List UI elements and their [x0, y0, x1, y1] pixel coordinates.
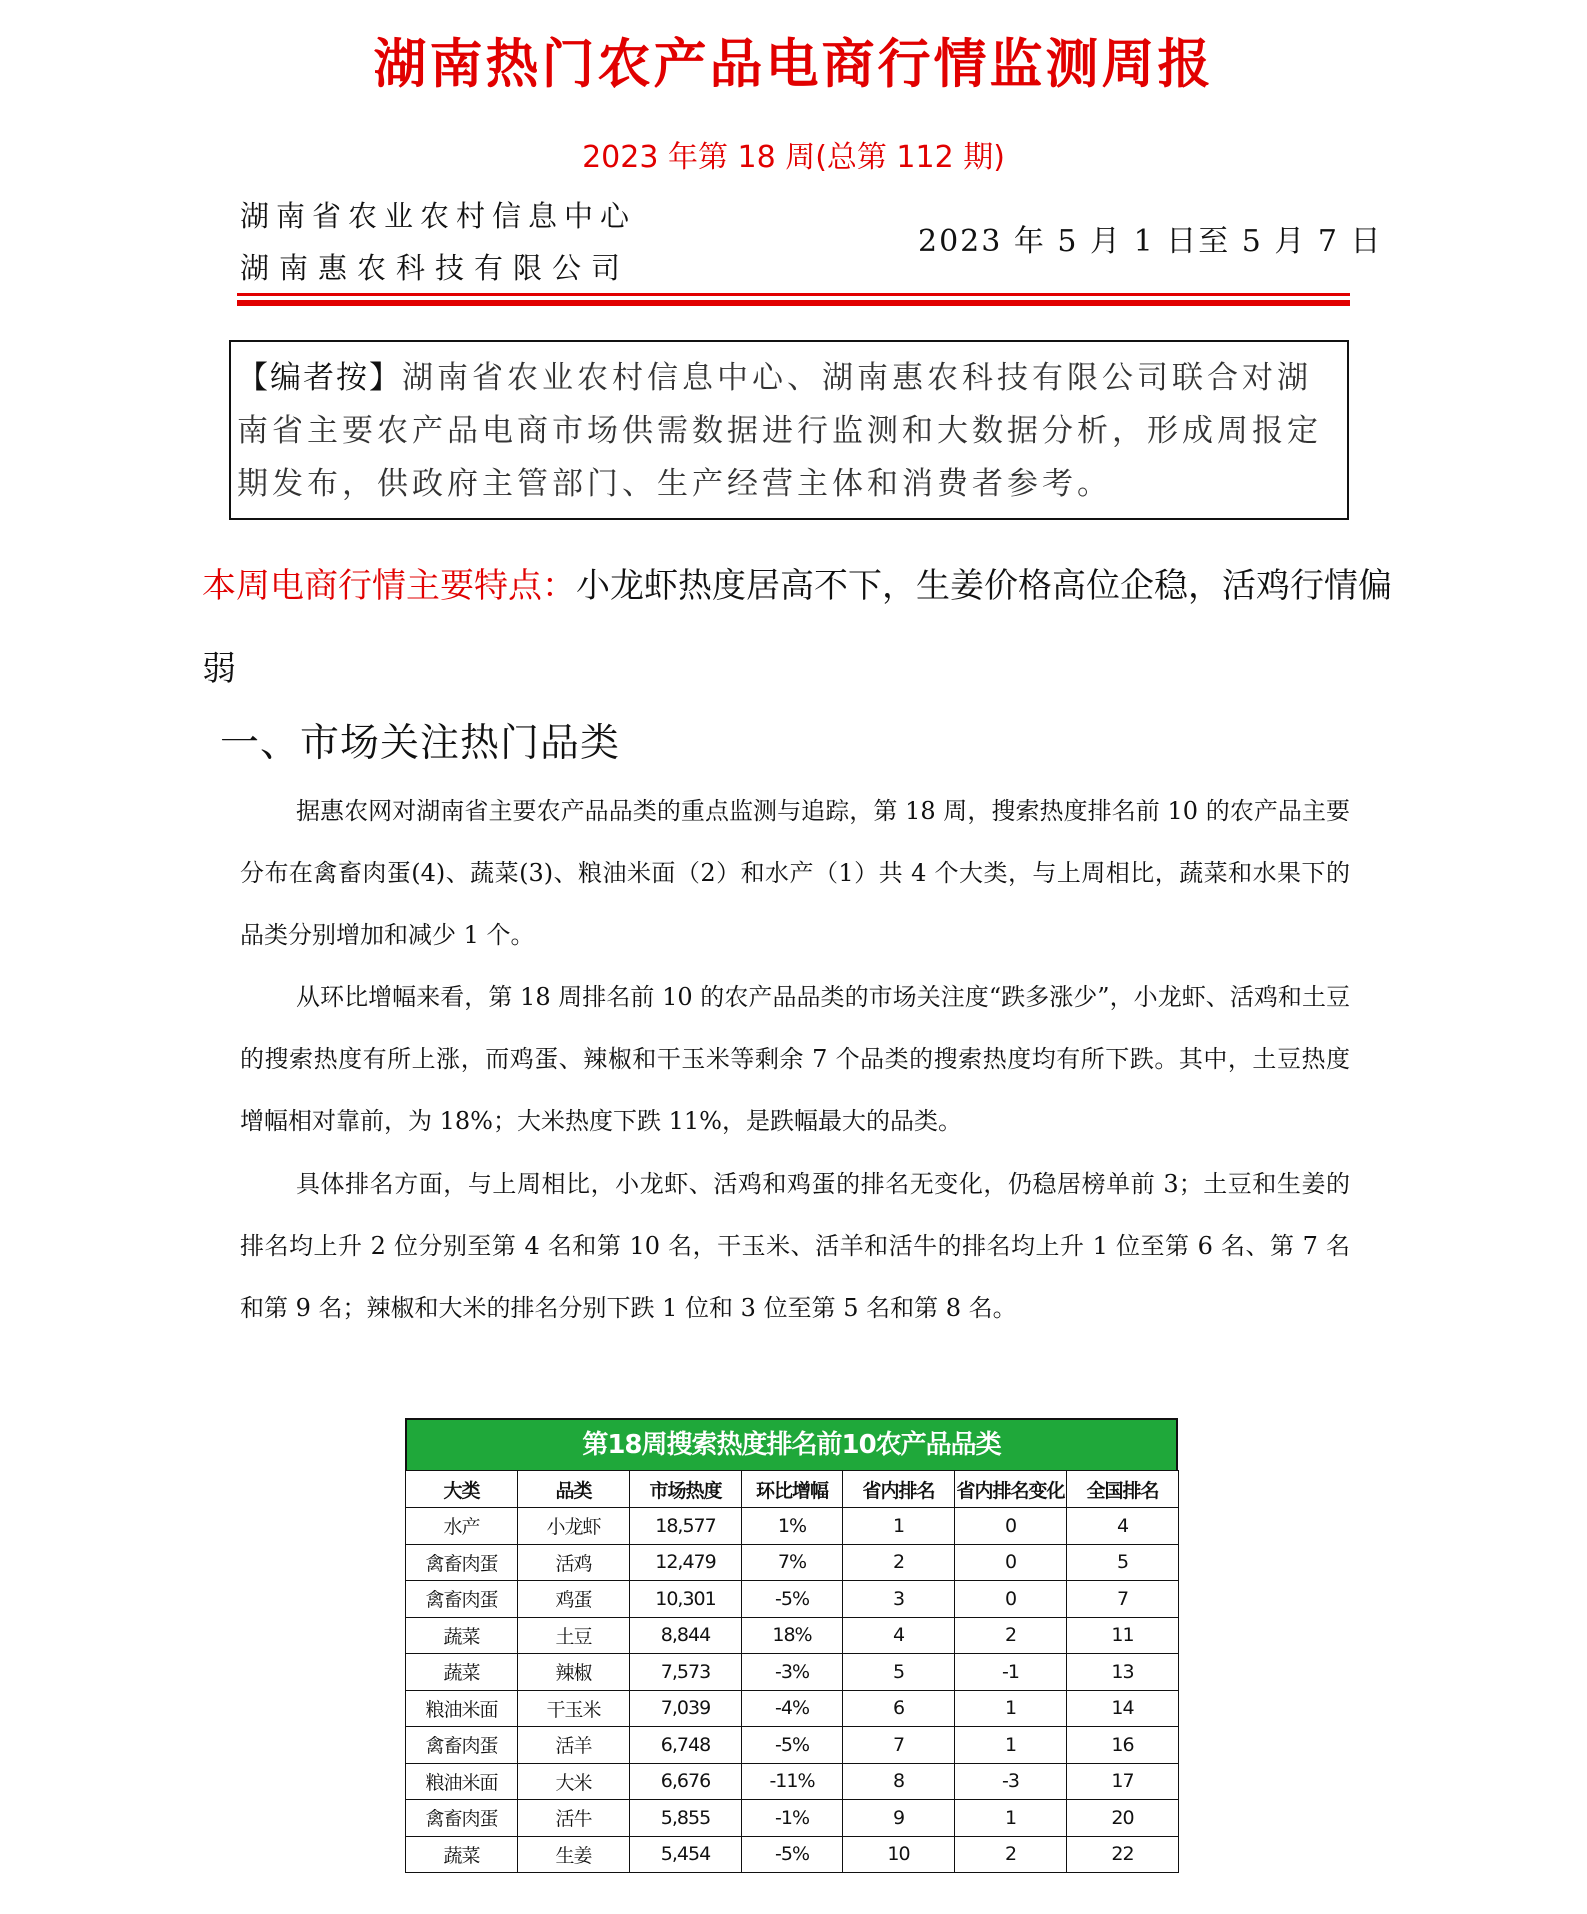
cell-product: 鸡蛋 [518, 1581, 630, 1618]
col-header-national-rank: 全国排名 [1067, 1471, 1179, 1508]
issue-number: 2023 年第 18 周(总第 112 期) [582, 140, 1005, 175]
ranking-table [405, 1418, 1178, 1873]
editor-note-label: 【编者按】 [237, 360, 402, 396]
cell-rank-change: 2 [955, 1617, 1067, 1654]
table-title: 第18周搜索热度排名前10农产品品类 [405, 1418, 1178, 1470]
paragraph-ranking: 具体排名方面，与上周相比，小龙虾、活鸡和鸡蛋的排名无变化，仍稳居榜单前 3；土豆和生姜的排名均上升 2 位分别至第 4 名和第 10 名，干玉米、活羊和活牛的排名均上升 1 位至第 6 名、第 7 名和第 9 名；辣椒和大米的排名分别下跌 1 位和 3 位至第 5 名和第 8 名。 [240, 1170, 1350, 1322]
cell-province-rank: 4 [843, 1617, 955, 1654]
paragraph-categories: 据惠农网对湖南省主要农产品品类的重点监测与追踪，第 18 周，搜索热度排名前 10 的农产品主要分布在禽畜肉蛋(4)、蔬菜(3)、粮油米面（2）和水产（1）共 4 个大类，与上周相比，蔬菜和水果下的品类分别增加和减少 1 个。 [240, 797, 1350, 949]
table-row [406, 1654, 1179, 1691]
table-row [406, 1581, 1179, 1618]
cell-change: -5% [742, 1727, 843, 1764]
cell-category: 禽畜肉蛋 [406, 1544, 518, 1581]
cell-product: 小龙虾 [518, 1508, 630, 1545]
cell-national-rank: 5 [1067, 1544, 1179, 1581]
date-range: 2023 年 5 月 1 日至 5 月 7 日 [918, 224, 1383, 259]
cell-heat: 6,676 [630, 1763, 742, 1800]
features-text: 小龙虾热度居高不下，生姜价格高位企稳，活鸡行情偏弱 [202, 566, 1392, 689]
cell-rank-change: -1 [955, 1654, 1067, 1691]
editor-note-text: 湖南省农业农村信息中心、湖南惠农科技有限公司联合对湖南省主要农产品电商市场供需数据进行监测和大数据分析，形成周报定期发布，供政府主管部门、生产经营主体和消费者参考。 [237, 360, 1322, 502]
col-header-category: 大类 [406, 1471, 518, 1508]
cell-change: 1% [742, 1508, 843, 1545]
cell-change: -3% [742, 1654, 843, 1691]
cell-product: 生姜 [518, 1836, 630, 1873]
cell-rank-change: 0 [955, 1508, 1067, 1545]
table-row [406, 1727, 1179, 1764]
editor-note-box [229, 340, 1349, 520]
publisher-org-2: 湖南惠农科技有限公司 [240, 251, 631, 285]
cell-category: 蔬菜 [406, 1654, 518, 1691]
cell-national-rank: 16 [1067, 1727, 1179, 1764]
cell-change: -4% [742, 1690, 843, 1727]
cell-change: -5% [742, 1836, 843, 1873]
cell-category: 蔬菜 [406, 1836, 518, 1873]
cell-change: -1% [742, 1800, 843, 1837]
table-row [406, 1800, 1179, 1837]
table-row [406, 1544, 1179, 1581]
section-heading: 一、市场关注热门品类 [220, 721, 621, 766]
cell-national-rank: 13 [1067, 1654, 1179, 1691]
cell-national-rank: 11 [1067, 1617, 1179, 1654]
cell-heat: 8,844 [630, 1617, 742, 1654]
cell-province-rank: 7 [843, 1727, 955, 1764]
cell-product: 活牛 [518, 1800, 630, 1837]
header-divider-thin [237, 293, 1350, 296]
cell-category: 粮油米面 [406, 1763, 518, 1800]
col-header-province-rank: 省内排名 [843, 1471, 955, 1508]
features-label: 本周电商行情主要特点： [202, 566, 576, 606]
col-header-rank-change: 省内排名变化 [955, 1471, 1067, 1508]
cell-province-rank: 5 [843, 1654, 955, 1691]
cell-province-rank: 2 [843, 1544, 955, 1581]
cell-product: 辣椒 [518, 1654, 630, 1691]
table-row [406, 1763, 1179, 1800]
cell-product: 活羊 [518, 1727, 630, 1764]
cell-heat: 7,039 [630, 1690, 742, 1727]
cell-national-rank: 4 [1067, 1508, 1179, 1545]
cell-product: 土豆 [518, 1617, 630, 1654]
cell-heat: 12,479 [630, 1544, 742, 1581]
cell-heat: 5,454 [630, 1836, 742, 1873]
cell-heat: 18,577 [630, 1508, 742, 1545]
publisher-org-1: 湖南省农业农村信息中心 [240, 199, 637, 233]
table-row [406, 1836, 1179, 1873]
cell-category: 禽畜肉蛋 [406, 1727, 518, 1764]
cell-national-rank: 7 [1067, 1581, 1179, 1618]
col-header-change: 环比增幅 [742, 1471, 843, 1508]
cell-rank-change: 0 [955, 1544, 1067, 1581]
cell-product: 大米 [518, 1763, 630, 1800]
cell-national-rank: 22 [1067, 1836, 1179, 1873]
cell-national-rank: 17 [1067, 1763, 1179, 1800]
cell-province-rank: 8 [843, 1763, 955, 1800]
cell-product: 活鸡 [518, 1544, 630, 1581]
col-header-heat: 市场热度 [630, 1471, 742, 1508]
cell-change: -5% [742, 1581, 843, 1618]
cell-rank-change: 2 [955, 1836, 1067, 1873]
cell-rank-change: 1 [955, 1800, 1067, 1837]
cell-rank-change: 1 [955, 1690, 1067, 1727]
cell-heat: 6,748 [630, 1727, 742, 1764]
cell-category: 禽畜肉蛋 [406, 1581, 518, 1618]
cell-province-rank: 6 [843, 1690, 955, 1727]
paragraph-growth: 从环比增幅来看，第 18 周排名前 10 的农产品品类的市场关注度“跌多涨少”，小龙虾、活鸡和土豆的搜索热度有所上涨，而鸡蛋、辣椒和干玉米等剩余 7 个品类的搜索热度均有所下跌。其中，土豆热度增幅相对靠前，为 18%；大米热度下跌 11%，是跌幅最大的品类。 [240, 983, 1350, 1135]
cell-change: 18% [742, 1617, 843, 1654]
table-row [406, 1690, 1179, 1727]
cell-product: 干玉米 [518, 1690, 630, 1727]
cell-rank-change: 0 [955, 1581, 1067, 1618]
table-row [406, 1508, 1179, 1545]
cell-national-rank: 20 [1067, 1800, 1179, 1837]
cell-rank-change: -3 [955, 1763, 1067, 1800]
cell-category: 禽畜肉蛋 [406, 1800, 518, 1837]
cell-heat: 5,855 [630, 1800, 742, 1837]
cell-national-rank: 14 [1067, 1690, 1179, 1727]
cell-category: 粮油米面 [406, 1690, 518, 1727]
cell-change: -11% [742, 1763, 843, 1800]
cell-heat: 7,573 [630, 1654, 742, 1691]
header-divider-thick [237, 300, 1350, 306]
cell-rank-change: 1 [955, 1727, 1067, 1764]
ranking-grid [405, 1470, 1179, 1873]
weekly-features [202, 545, 1392, 711]
cell-change: 7% [742, 1544, 843, 1581]
col-header-product: 品类 [518, 1471, 630, 1508]
report-title: 湖南热门农产品电商行情监测周报 [373, 34, 1214, 95]
cell-province-rank: 3 [843, 1581, 955, 1618]
cell-province-rank: 1 [843, 1508, 955, 1545]
cell-category: 水产 [406, 1508, 518, 1545]
cell-province-rank: 10 [843, 1836, 955, 1873]
cell-heat: 10,301 [630, 1581, 742, 1618]
cell-category: 蔬菜 [406, 1617, 518, 1654]
table-body [406, 1508, 1179, 1873]
table-header-row [406, 1471, 1179, 1508]
cell-province-rank: 9 [843, 1800, 955, 1837]
table-row [406, 1617, 1179, 1654]
